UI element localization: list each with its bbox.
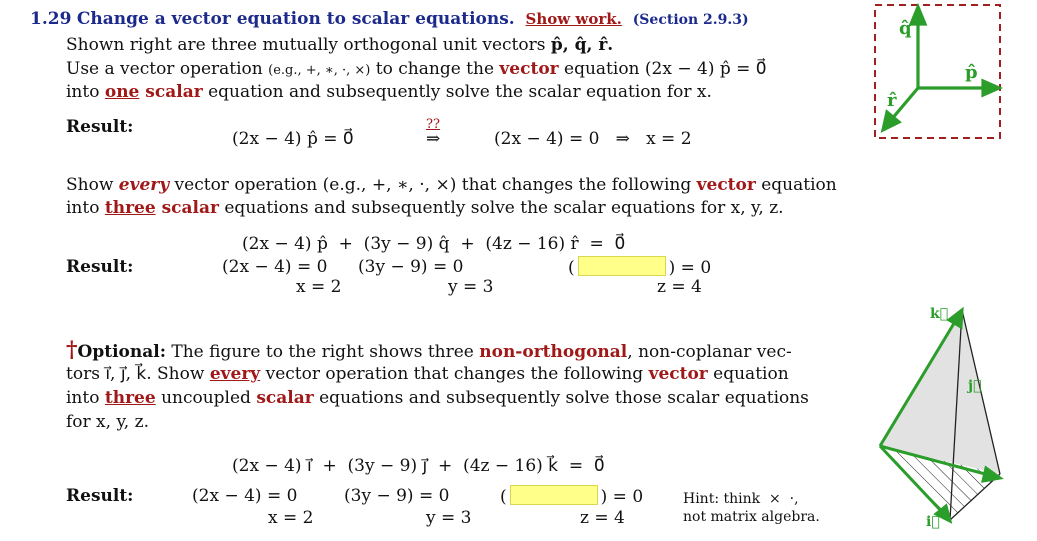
- part1-line2: [66, 58, 767, 82]
- part3-equation: (2x − 4) i⃗ + (3y − 9) j⃗ + (4z − 16) k⃗ = 0⃗: [232, 456, 605, 476]
- scalar-keyword-2: scalar: [155, 198, 219, 218]
- part2-sol-y: y = 3: [448, 277, 494, 297]
- label-r: r̂: [887, 90, 897, 111]
- part1-line2-text-b: to change the: [370, 59, 500, 79]
- part3-line2-text-c: equation: [707, 364, 789, 384]
- q-arrowhead: [911, 7, 925, 24]
- part3-line1: [66, 339, 792, 363]
- part2-result-x: (2x − 4) = 0: [222, 257, 328, 277]
- hint-line2: not matrix algebra.: [683, 509, 820, 525]
- paren-open-2: (: [500, 487, 507, 507]
- part2-sol-z: z = 4: [657, 277, 702, 297]
- scalar-keyword: scalar: [139, 82, 203, 102]
- vector-keyword: vector: [499, 59, 559, 79]
- part3-line1-text-b: , non-coplanar vec-: [627, 342, 792, 362]
- implies-arrow: ⇒: [426, 129, 441, 149]
- figure-non-orthogonal-vectors: [870, 298, 1020, 530]
- problem-title: Change a vector equation to scalar equations.: [76, 9, 515, 29]
- part2-line1-text-c: equation: [755, 175, 837, 195]
- one-keyword: one: [104, 82, 140, 102]
- optional-label: Optional:: [77, 342, 166, 362]
- part3-line2-text-b: vector operation that changes the following: [260, 364, 649, 384]
- part3-result-y: (3y − 9) = 0: [344, 486, 450, 506]
- part2-line1-text: Show: [66, 175, 119, 195]
- vector-keyword-3: vector: [648, 364, 708, 384]
- part2-line2-text: into: [66, 198, 105, 218]
- figure-orthogonal-vectors: [873, 2, 1003, 142]
- part3-line4: for x, y, z.: [66, 412, 149, 432]
- part2-line1: [66, 174, 837, 196]
- part3-line2: [66, 363, 789, 385]
- part3-result-z: [500, 485, 643, 508]
- label-p: p̂: [965, 62, 978, 83]
- every-keyword: every: [118, 175, 170, 195]
- part2-line1-text-b: vector operation (e.g., +, ∗, ·, ×) that changes the following: [169, 175, 697, 195]
- question-marks: ??: [426, 117, 440, 132]
- part2-line2-text-b: equations and subsequently solve the scalar equations for x, y, z.: [218, 198, 784, 218]
- vector-keyword-2: vector: [696, 175, 756, 195]
- part3-line3-text: into: [66, 388, 105, 408]
- part3-result-label: Result:: [66, 486, 134, 506]
- show-work-link[interactable]: Show work.: [525, 10, 622, 28]
- hint-line1: Hint: think × ·,: [683, 491, 799, 507]
- part1-line3: [66, 81, 712, 103]
- part1-result-eq-right: (2x − 4) = 0 ⇒ x = 2: [494, 129, 692, 149]
- problem-number: 1.29: [30, 9, 72, 29]
- section-ref: (Section 2.9.3): [632, 12, 749, 28]
- paren-close-eq-2: ) = 0: [600, 487, 644, 507]
- answer-blank-z[interactable]: [578, 256, 666, 276]
- part1-line1: [66, 34, 613, 56]
- three-keyword-2: three: [104, 388, 156, 408]
- part3-line3: [66, 387, 809, 409]
- unit-vectors-list: p̂, q̂, r̂.: [550, 35, 614, 55]
- non-orthogonal-keyword: non-orthogonal: [479, 342, 628, 362]
- three-keyword: three: [104, 198, 156, 218]
- part1-line1-text: Shown right are three mutually orthogonal unit vectors: [66, 35, 551, 55]
- paren-open: (: [568, 258, 575, 278]
- part1-vector-equation: equation (2x − 4) p̂ = 0⃗: [558, 59, 767, 79]
- label-i: i⃗: [926, 514, 940, 530]
- part2-sol-x: x = 2: [296, 277, 342, 297]
- part1-result-eq-left: (2x − 4) p̂ = 0⃗: [232, 129, 354, 149]
- part2-line2: [66, 197, 784, 219]
- part2-result-y: (3y − 9) = 0: [358, 257, 464, 277]
- part3-line2-text: tors i⃗, j⃗, k⃗. Show: [66, 364, 210, 384]
- paren-close-eq: ) = 0: [668, 258, 712, 278]
- ops-example: (e.g., +, ∗, ·, ×): [268, 63, 371, 78]
- part3-sol-x: x = 2: [268, 508, 314, 528]
- part3-line1-text: The figure to the right shows three: [165, 342, 480, 362]
- part3-line3-text-b: uncoupled: [155, 388, 257, 408]
- part3-result-x: (2x − 4) = 0: [192, 486, 298, 506]
- part1-line3-text: into: [66, 82, 105, 102]
- dagger-mark: †: [66, 337, 78, 363]
- scalar-keyword-3: scalar: [256, 388, 314, 408]
- label-q: q̂: [899, 18, 912, 39]
- part1-implies: [426, 117, 441, 150]
- part1-result-label: Result:: [66, 117, 134, 137]
- part2-result-label: Result:: [66, 257, 134, 277]
- part3-sol-z: z = 4: [580, 508, 625, 528]
- part1-line2-text: Use a vector operation: [66, 59, 269, 79]
- label-k: k⃗: [930, 306, 949, 322]
- answer-blank-z-2[interactable]: [510, 485, 598, 505]
- problem-header: [30, 8, 749, 31]
- part1-line3-text-b: equation and subsequently solve the scalar equation for x.: [202, 82, 712, 102]
- part3-line3-text-c: equations and subsequently solve those scalar equations: [313, 388, 809, 408]
- part3-sol-y: y = 3: [426, 508, 472, 528]
- part2-equation: (2x − 4) p̂ + (3y − 9) q̂ + (4z − 16) r̂ = 0⃗: [242, 234, 626, 254]
- k-arrowhead: [949, 310, 962, 327]
- every-keyword-2: every: [209, 364, 261, 384]
- p-arrowhead: [983, 81, 999, 95]
- label-j: j⃗: [968, 378, 982, 394]
